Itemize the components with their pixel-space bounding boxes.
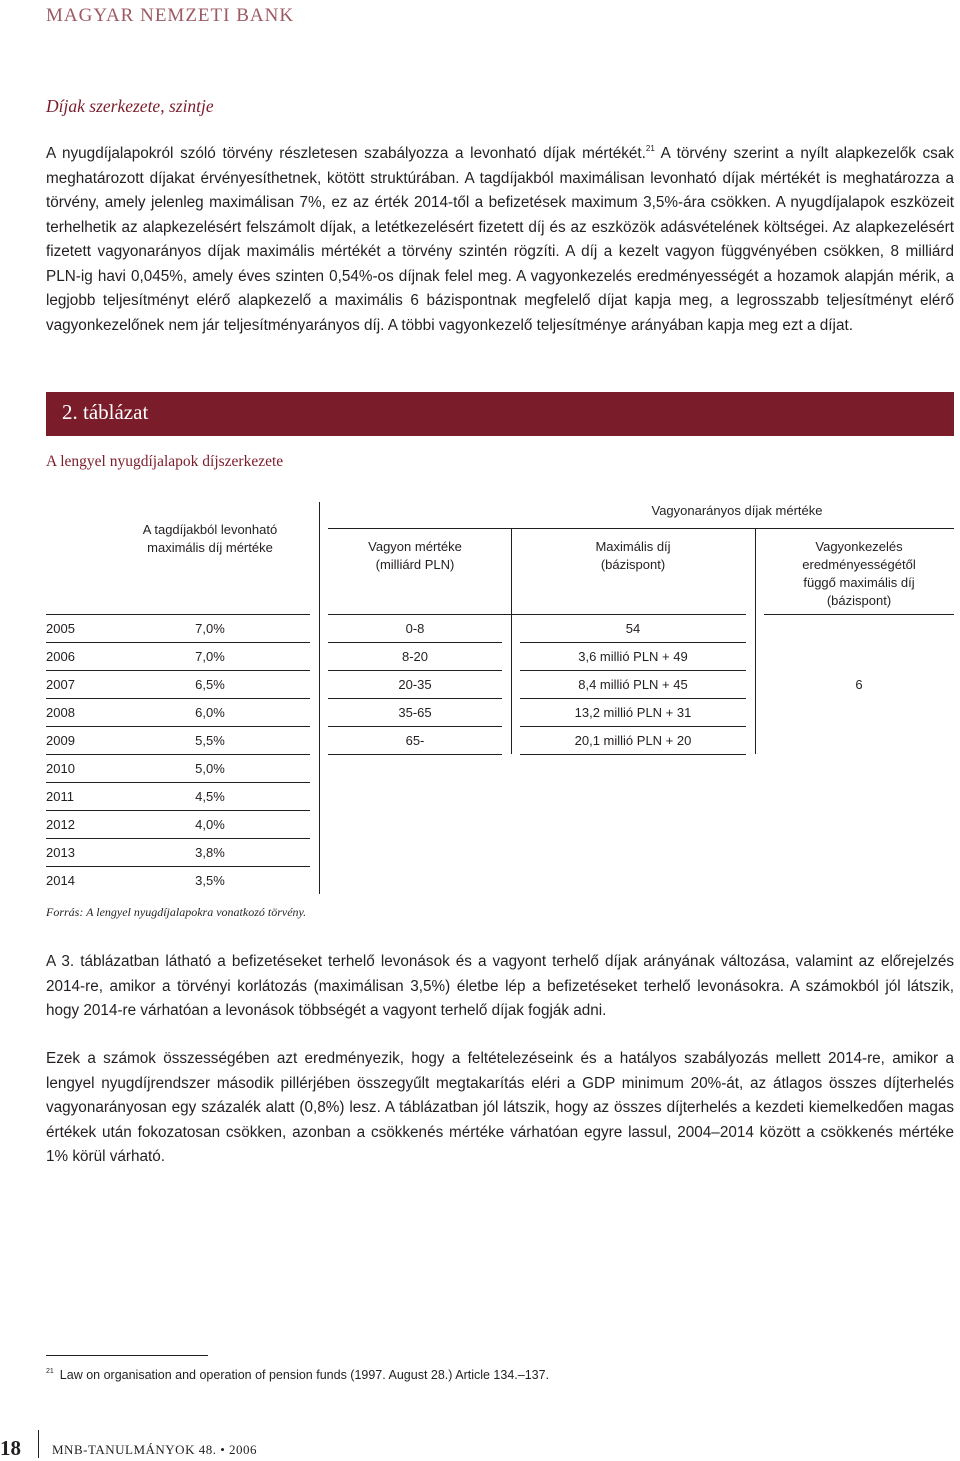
row-rule: [46, 642, 310, 643]
row-rule: [328, 698, 502, 699]
cell-year: 2008: [46, 705, 75, 720]
row-rule: [46, 754, 310, 755]
group-header-rule: [328, 528, 954, 529]
cell-assets: 8-20: [401, 649, 429, 664]
paragraph-fees: [46, 142, 954, 338]
header-perf-line: eredményességétől: [802, 557, 916, 572]
row-rule: [46, 810, 310, 811]
cell-assets: 65-: [405, 733, 425, 748]
row-rule: [46, 866, 310, 867]
header-bottom-rule: [764, 614, 954, 615]
cell-year: 2007: [46, 677, 75, 692]
footnote: [46, 1368, 549, 1382]
header-max-fee-line: Maximális díj: [595, 539, 671, 554]
paragraph-text: A nyugdíjalapokról szóló törvény részletesen szabályozza a levonható díjak mértékét.: [46, 145, 646, 162]
header-contrib-line: maximális díj mértéke: [147, 540, 273, 555]
cell-contrib: 4,5%: [195, 789, 225, 804]
row-rule: [520, 754, 746, 755]
header-max-fee: [520, 538, 746, 574]
header-performance-fee: [764, 538, 954, 610]
cell-year: 2009: [46, 733, 75, 748]
header-assets: [328, 538, 502, 574]
header-bottom-rule: [328, 614, 746, 615]
paragraph-text: A törvény szerint a nyílt alapkezelők csak meghatározott díjakat érvényesíthetnek, kötött struktúrában. A tagdíjakból maximálisan levonható díjak mértékét is meghatározza a törvény, amely jelenleg maximálisan 7%, ez az érték 2014-től a befizetések maximum 3,5%-ára csökken. A nyugdíjalapok eszközeit terhelhetik az alapkezelésért felszámolt díjak, a letétkezelésért fizetett díj és az eszközök adásvételének költségei. Az alapkezelésért fizetett vagyonarányos díjak maximális mértékét a törvény szintén rögzíti. A díj a kezelt vagyon függvényében csökken, 8 milliárd PLN-ig havi 0,045%, amely éves szinten 0,54%-os díjnak felel meg. A vagyonkezelés eredményességét a hozamok alapján mérik, a legjobb teljesítményt elérő alapkezelő a maximális 6 bázispontnak megfelelő díjat kapja meg, a legrosszabb teljesítményt elérő vagyonkezelőnek nem jár teljesítményarányos díj. A többi vagyonkezelő teljesítménye arányában kapja meg ezt a díjat.: [46, 145, 954, 334]
cell-max-fee: 54: [625, 621, 641, 636]
row-rule: [328, 726, 502, 727]
cell-contrib: 3,8%: [195, 845, 225, 860]
cell-year: 2005: [46, 621, 75, 636]
table-label: 2. táblázat: [62, 400, 149, 424]
cell-year: 2013: [46, 845, 75, 860]
cell-year: 2006: [46, 649, 75, 664]
paragraph-conclusion: Ezek a számok összességében azt eredményezik, hogy a feltételezéseink és a hatályos szabályozás mellett 2014-re, amikor a lengyel nyugdíjrendszer második pillérjében összegyűlt megtakarítás eléri a GDP minimum 20%-át, az átlagos összes díjterhelés vagyonarányosan egy százalék alatt (0,8%) lesz. A táblázatban jól látszik, hogy az összes díjterhelés a kezdeti kiemelkedően magas értékek után fokozatosan csökken, azonban a csökkenés mértéke várhatóan egyre lassul, 2004–2014 között a csökkenés mértéke 1% körül várható.: [46, 1050, 954, 1165]
table-title: A lengyel nyugdíjalapok díjszerkezete: [46, 453, 284, 470]
cell-assets: 0-8: [405, 621, 425, 636]
paragraph-table-comment: A 3. táblázatban látható a befizetéseket terhelő levonások és a vagyont terhelő díjak arányának változása, valamint az előrejelzés 2014-re, amikor a törvényi korlátozás (maximálisan 3,5%) életbe lép a befizetéseket terhelő levonásokra. A számokból jól látszik, hogy 2014-re várhatóan a levonások többségét a vagyont terhelő díjak fogják adni.: [46, 953, 954, 1019]
header-bottom-rule: [46, 614, 310, 615]
cell-max-fee: 20,1 millió PLN + 20: [574, 733, 692, 748]
cell-year: 2012: [46, 817, 75, 832]
header-assets-line: (milliárd PLN): [375, 557, 455, 572]
cell-year: 2011: [46, 789, 74, 804]
header-brand: MAGYAR NEMZETI BANK: [46, 5, 295, 26]
page-number: 18: [0, 1436, 21, 1460]
cell-performance-fee: 6: [855, 677, 863, 692]
cell-year: 2014: [46, 873, 75, 888]
column-separator: [319, 502, 320, 894]
journal-name: MNB-TANULMÁNYOK 48. • 2006: [52, 1442, 258, 1457]
cell-contrib: 7,0%: [195, 649, 225, 664]
header-assets-line: Vagyon mértéke: [368, 539, 462, 554]
cell-contrib: 6,0%: [195, 705, 225, 720]
cell-assets: 35-65: [398, 705, 432, 720]
header-perf-line: Vagyonkezelés: [815, 539, 903, 554]
row-rule: [328, 670, 502, 671]
cell-max-fee: 8,4 millió PLN + 45: [578, 677, 688, 692]
cell-year: 2010: [46, 761, 75, 776]
cell-contrib: 5,0%: [195, 761, 225, 776]
row-rule: [520, 642, 746, 643]
row-rule: [46, 698, 310, 699]
header-contrib: [110, 521, 310, 557]
cell-contrib: 5,5%: [195, 733, 225, 748]
footnote-reference[interactable]: 21: [645, 144, 655, 153]
header-asset-fees-group: Vagyonarányos díjak mértéke: [651, 503, 823, 518]
footnote-text: Law on organisation and operation of pension funds (1997. August 28.) Article 134.–137.: [59, 1368, 550, 1382]
row-rule: [46, 838, 310, 839]
header-perf-line: (bázispont): [826, 593, 892, 608]
cell-max-fee: 13,2 millió PLN + 31: [574, 705, 692, 720]
table-label-banner: [46, 392, 954, 436]
cell-contrib: 4,0%: [195, 817, 225, 832]
cell-assets: 20-35: [398, 677, 432, 692]
header-max-fee-line: (bázispont): [600, 557, 666, 572]
row-rule: [328, 754, 502, 755]
footnote-rule: [46, 1355, 208, 1356]
column-separator: [755, 528, 756, 754]
table-source: Forrás: A lengyel nyugdíjalapokra vonatkozó törvény.: [46, 905, 307, 919]
row-rule: [46, 782, 310, 783]
header-perf-line: függő maximális díj: [803, 575, 915, 590]
header-contrib-line: A tagdíjakból levonható: [142, 522, 278, 537]
cell-contrib: 7,0%: [195, 621, 225, 636]
row-rule: [46, 726, 310, 727]
footer-separator: [38, 1430, 39, 1458]
row-rule: [46, 670, 310, 671]
row-rule: [520, 726, 746, 727]
row-rule: [520, 698, 746, 699]
cell-contrib: 6,5%: [195, 677, 225, 692]
section-title: Díjak szerkezete, szintje: [46, 96, 214, 116]
cell-max-fee: 3,6 millió PLN + 49: [578, 649, 688, 664]
footnote-number: 21: [46, 1368, 54, 1375]
row-rule: [328, 642, 502, 643]
row-rule: [520, 670, 746, 671]
cell-contrib: 3,5%: [195, 873, 225, 888]
column-separator: [511, 528, 512, 754]
